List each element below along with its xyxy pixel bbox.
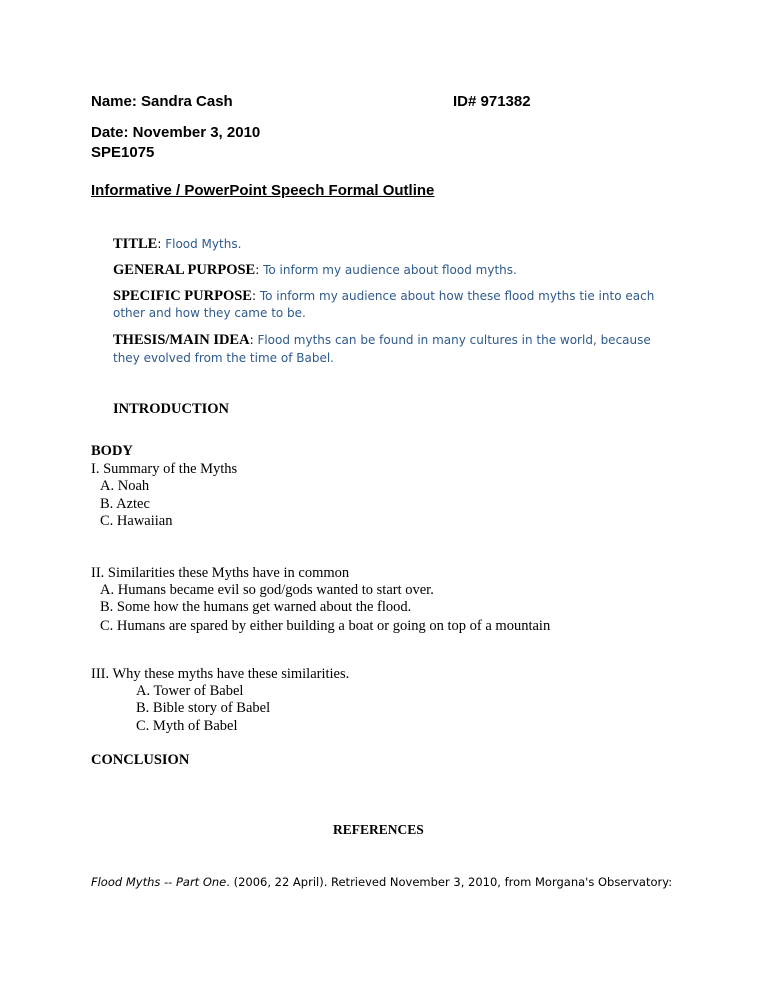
references-heading: REFERENCES [333, 822, 424, 837]
thesis-label: THESIS/MAIN IDEA [113, 332, 250, 348]
thesis-field: THESIS/MAIN IDEA: Flood myths can be found in many cultures in the world, because [113, 332, 651, 348]
section-3-item: B. Bible story of Babel [136, 700, 271, 716]
title-value: Flood Myths. [165, 237, 242, 251]
section-3-item: C. Myth of Babel [136, 718, 238, 734]
section-2-item: A. Humans became evil so god/gods wanted to start over. [100, 582, 434, 598]
body-heading: BODY [91, 443, 133, 459]
specific-purpose-value-2: other and how they came to be. [113, 306, 306, 320]
conclusion-heading: CONCLUSION [91, 752, 190, 768]
section-2-title: II. Similarities these Myths have in common [91, 565, 350, 581]
section-1-item: C. Hawaiian [100, 513, 173, 529]
reference-entry-details: . (2006, 22 April). Retrieved November 3, 2010, from Morgana's Observatory: [226, 875, 673, 889]
document-date: Date: November 3, 2010 [91, 124, 261, 141]
reference-entry [91, 875, 672, 889]
specific-purpose-label: SPECIFIC PURPOSE [113, 288, 252, 304]
section-3-title: III. Why these myths have these similarities. [91, 666, 350, 682]
specific-purpose-value-1: To inform my audience about how these flood myths tie into each [259, 289, 655, 303]
course-code: SPE1075 [91, 144, 155, 161]
student-id: ID# 971382 [453, 93, 531, 110]
section-2-item: B. Some how the humans get warned about the flood. [100, 599, 412, 615]
student-name: Name: Sandra Cash [91, 93, 233, 110]
thesis-value-1: Flood myths can be found in many cultures in the world, because [257, 333, 651, 347]
general-purpose-label: GENERAL PURPOSE [113, 262, 256, 278]
thesis-value-2: they evolved from the time of Babel. [113, 351, 334, 365]
reference-entry-title: Flood Myths -- Part One [91, 875, 227, 889]
introduction-heading: INTRODUCTION [113, 401, 230, 417]
title-field: TITLE: Flood Myths. [113, 236, 242, 252]
general-purpose-value: To inform my audience about flood myths. [263, 263, 517, 277]
section-3-item: A. Tower of Babel [136, 683, 244, 699]
section-1-item: A. Noah [100, 478, 150, 494]
section-2-item: C. Humans are spared by either building a boat or going on top of a mountain [100, 618, 551, 634]
section-1-item: B. Aztec [100, 496, 150, 512]
general-purpose-field: GENERAL PURPOSE: To inform my audience about flood myths. [113, 262, 517, 278]
outline-title: Informative / PowerPoint Speech Formal Outline [91, 182, 435, 199]
specific-purpose-field: SPECIFIC PURPOSE: To inform my audience about how these flood myths tie into each [113, 288, 655, 304]
title-label: TITLE [113, 236, 158, 252]
section-1-title: I. Summary of the Myths [91, 461, 238, 477]
